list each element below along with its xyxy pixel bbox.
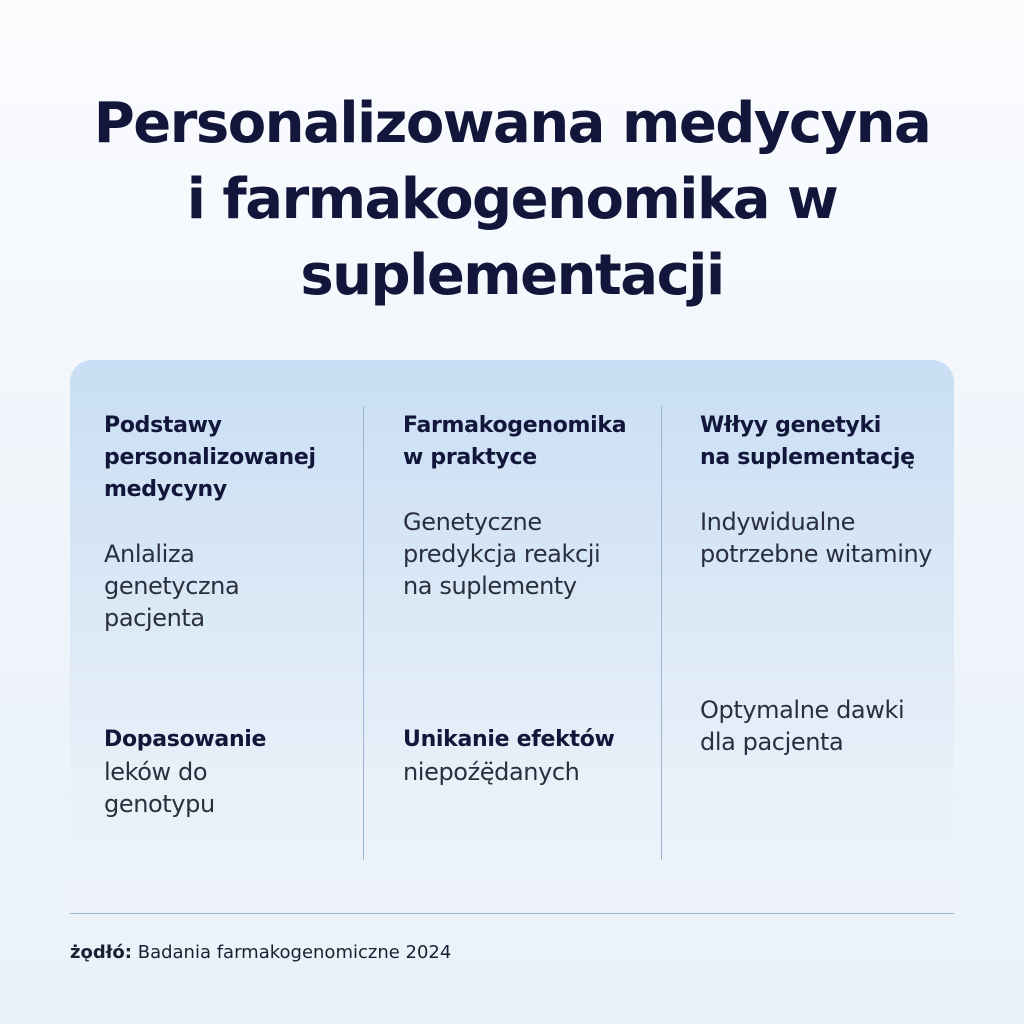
column-heading (104, 410, 316, 506)
item-individual-needs (700, 506, 932, 570)
title-line-3: suplementacji (300, 243, 724, 308)
item-line: leków do (104, 758, 208, 786)
item-genetic-analysis (104, 538, 239, 634)
heading-line: Włłyy genetyki (700, 413, 882, 438)
item-line: genetyczna (104, 572, 240, 600)
item-line: Genetyczne (403, 508, 542, 536)
title-line-2: i farmakogenomika w (186, 167, 838, 232)
item-drug-matching (104, 724, 266, 820)
title-line-1: Personalizowana medycyna (93, 91, 931, 156)
item-avoiding-side-effects (403, 724, 615, 788)
item-line: genotypu (104, 790, 215, 818)
column-divider-2 (661, 406, 662, 860)
item-line: Optymalne dawki (700, 696, 905, 724)
heading-line: personalizowanej (104, 445, 316, 470)
item-line: potrzebne witaminy (700, 540, 933, 568)
heading-line: Farmakogenomika (403, 413, 627, 438)
item-bold-line: Unikanie efektów (403, 727, 615, 752)
page-title (40, 86, 984, 314)
heading-line: w praktyce (403, 445, 537, 470)
column-personalized-medicine (104, 410, 316, 506)
column-heading (700, 410, 915, 474)
column-genetics-influence (700, 410, 915, 474)
source-label: żǫdłó: (70, 942, 132, 963)
item-line: na suplementy (403, 572, 577, 600)
content-panel (70, 360, 954, 914)
heading-line: na suplementację (700, 445, 915, 470)
item-line: niepoźę̈danych (403, 758, 580, 786)
item-line: predykcja reakcji (403, 540, 601, 568)
item-genetic-prediction (403, 506, 600, 602)
heading-line: Podstawy (104, 413, 222, 438)
column-pharmacogenomics-practice (403, 410, 626, 474)
column-heading (403, 410, 626, 474)
source-note (70, 940, 451, 966)
item-bold-line: Dopasowanie (104, 727, 267, 752)
column-divider-1 (363, 406, 364, 860)
item-line: Indywidualne (700, 508, 856, 536)
source-text: Badania farmakogenomiczne 2024 (137, 942, 452, 963)
item-line: Anlaliza (104, 540, 195, 568)
item-optimal-doses (700, 694, 904, 758)
item-line: pacjenta (104, 604, 205, 632)
heading-line: medycyny (104, 477, 227, 502)
panel-bottom-divider (70, 913, 954, 914)
item-line: dla pacjenta (700, 728, 844, 756)
